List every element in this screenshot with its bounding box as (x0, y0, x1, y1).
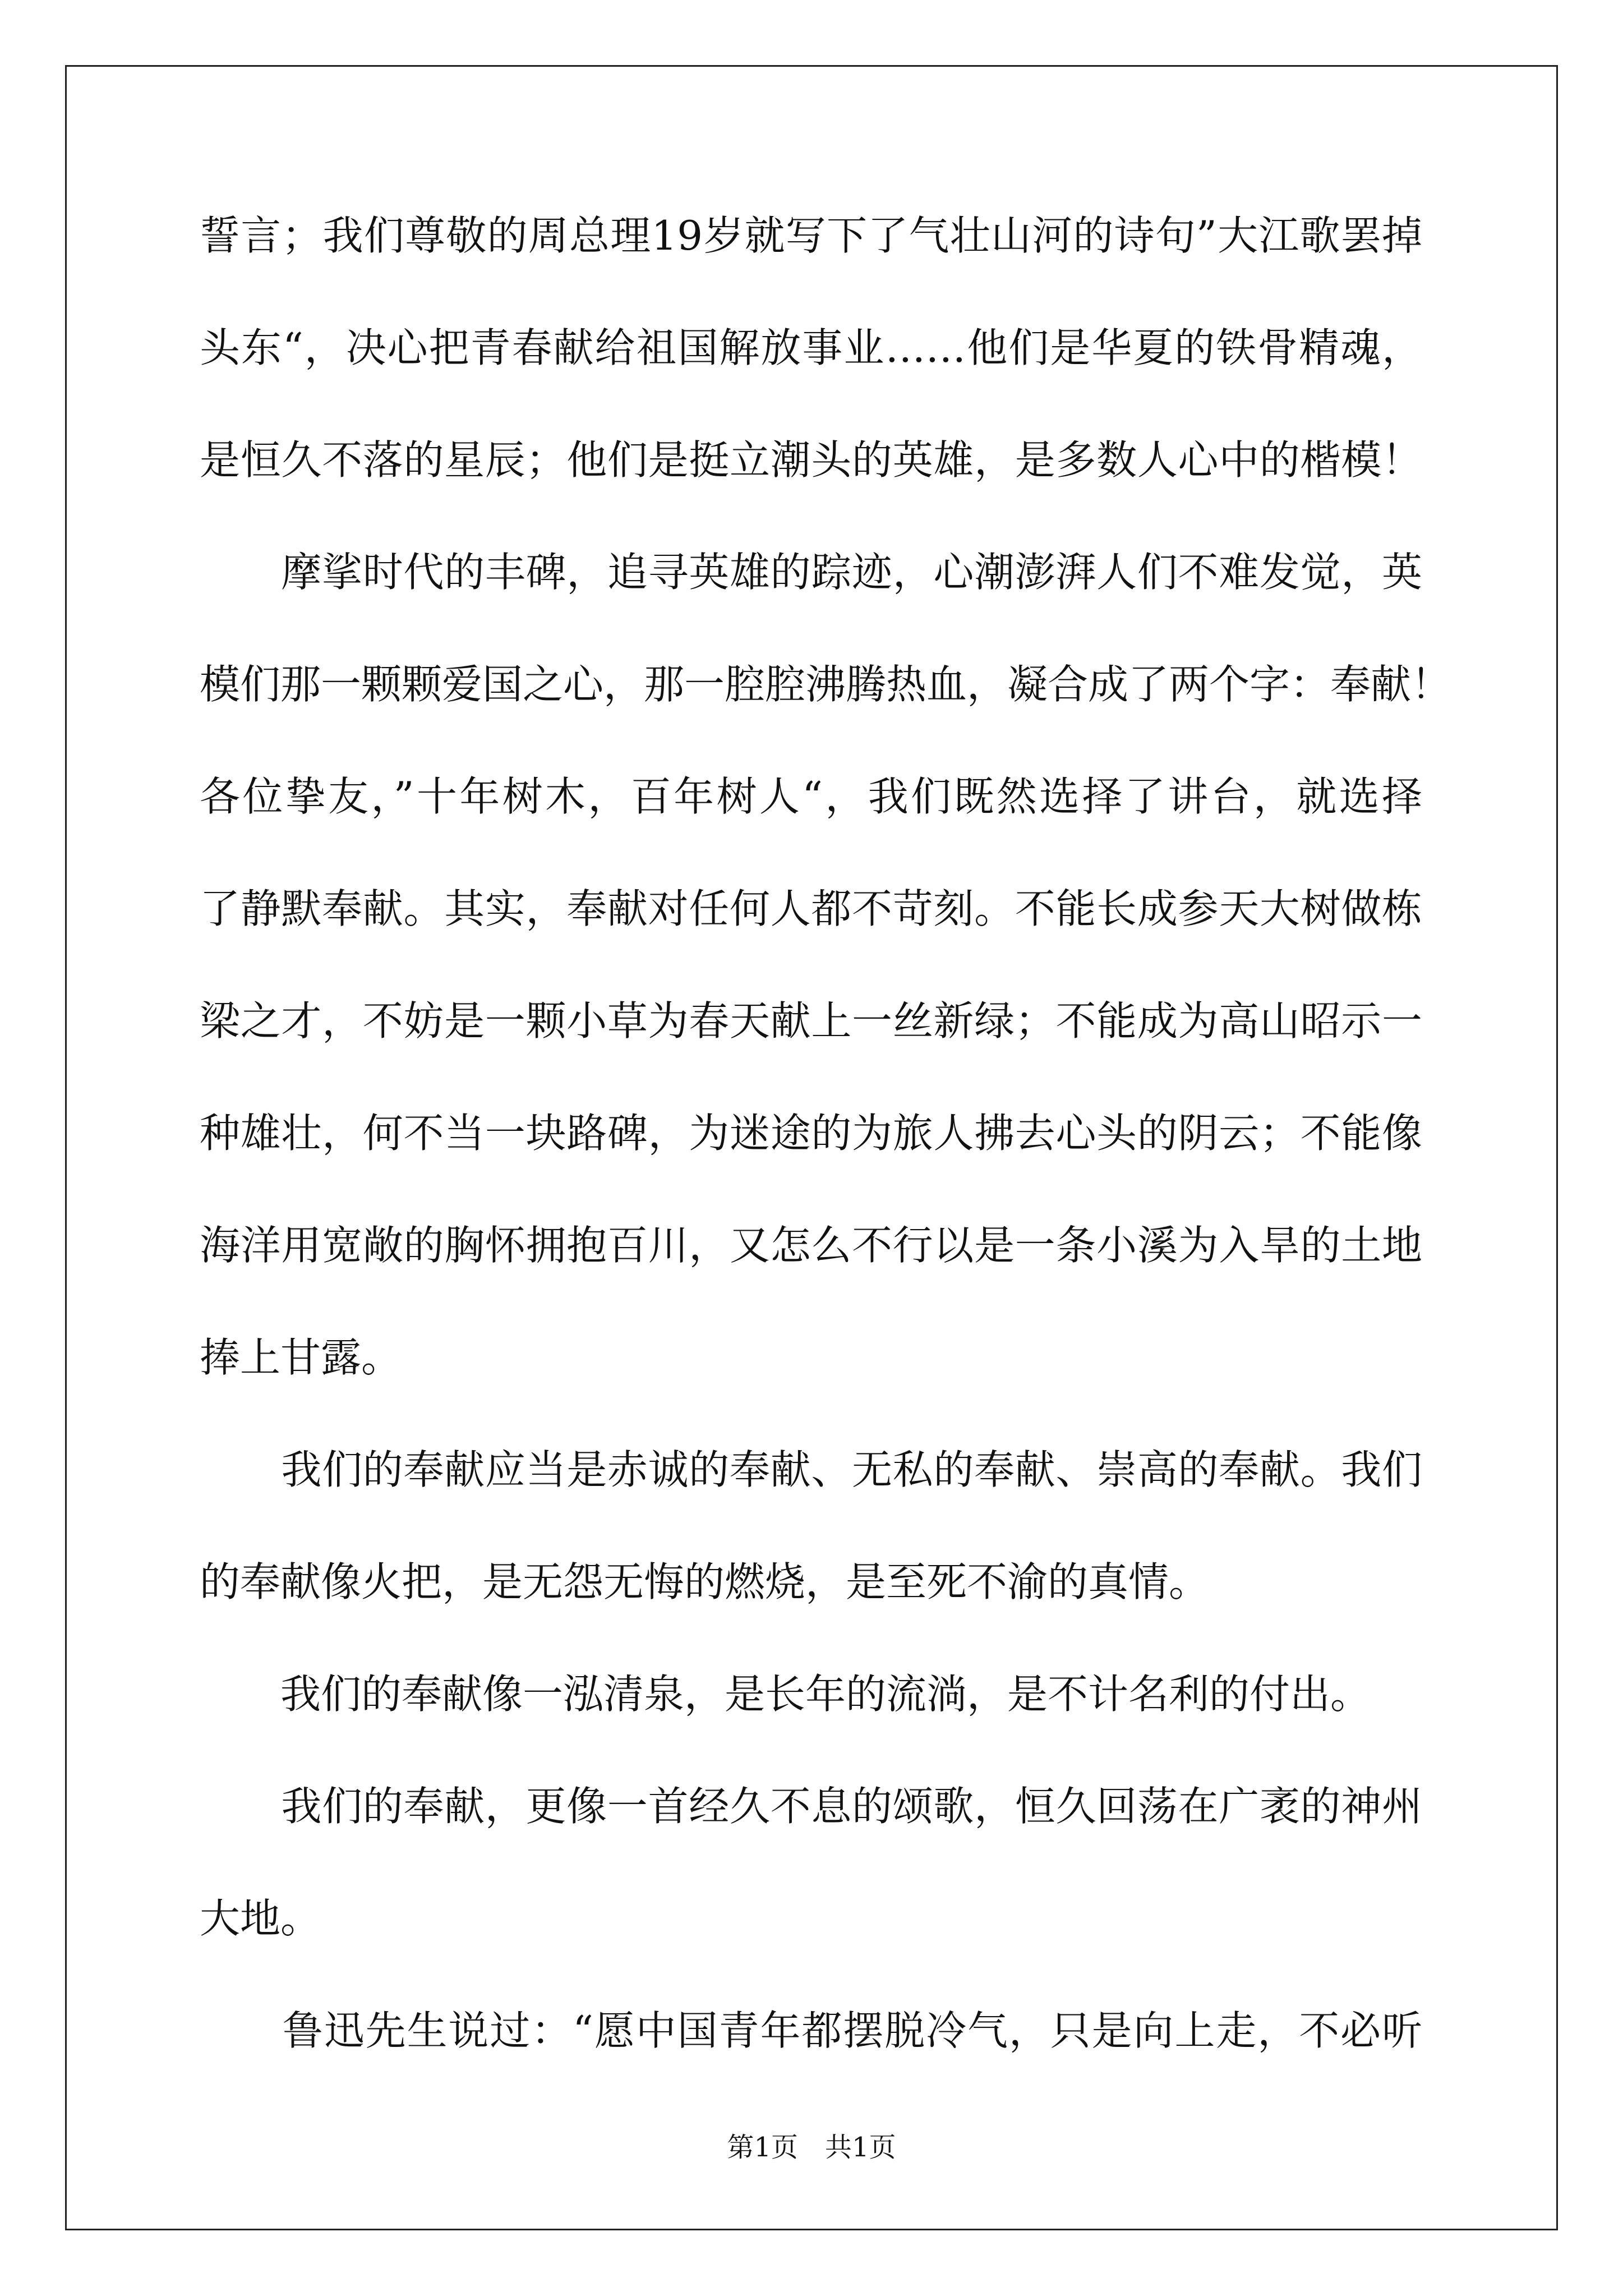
text-line: 的奉献像火把，是无怨无悔的燃烧，是至死不渝的真情。 (200, 1558, 1210, 1605)
text-line: 是恒久不落的星辰；他们是挺立潮头的英雄，是多数人心中的楷模！ (200, 436, 1422, 484)
text-line: 我们的奉献像一泓清泉，是长年的流淌，是不计名利的付出。 (200, 1671, 1371, 1718)
text-line: 各位挚友，”十年树木，百年树人“，我们既然选择了讲台，就选择 (200, 773, 1422, 820)
page-number-footer: 第1页 共1页 (727, 2132, 896, 2163)
text-line: 头东“，决心把青春献给祖国解放事业……他们是华夏的铁骨精魂， (200, 324, 1422, 371)
text-line: 鲁迅先生说过：“愿中国青年都摆脱冷气，只是向上走，不必听 (200, 2007, 1422, 2054)
text-line: 梁之才，不妨是一颗小草为春天献上一丝新绿；不能成为高山昭示一 (200, 997, 1422, 1045)
text-line: 摩挲时代的丰碑，追寻英雄的踪迹，心潮澎湃人们不难发觉，英 (200, 549, 1422, 596)
text-line: 模们那一颗颗爱国之心，那一腔腔沸腾热血，凝合成了两个字：奉献！ (200, 661, 1452, 708)
text-line: 我们的奉献，更像一首经久不息的颂歌，恒久回荡在广袤的神州 (200, 1783, 1422, 1830)
text-line: 我们的奉献应当是赤诚的奉献、无私的奉献、崇高的奉献。我们 (200, 1446, 1422, 1493)
text-line: 种雄壮，何不当一块路碑，为迷途的为旅人拂去心头的阴云；不能像 (200, 1110, 1422, 1157)
text-line: 大地。 (200, 1895, 321, 1942)
text-line: 海洋用宽敞的胸怀拥抱百川，又怎么不行以是一条小溪为入旱的土地 (200, 1222, 1422, 1269)
text-line: 了静默奉献。其实，奉献对任何人都不苛刻。不能长成参天大树做栋 (200, 885, 1422, 932)
text-line: 誓言；我们尊敬的周总理19岁就写下了气壮山河的诗句”大江歌罢掉 (200, 212, 1422, 259)
text-line: 捧上甘露。 (200, 1334, 402, 1381)
